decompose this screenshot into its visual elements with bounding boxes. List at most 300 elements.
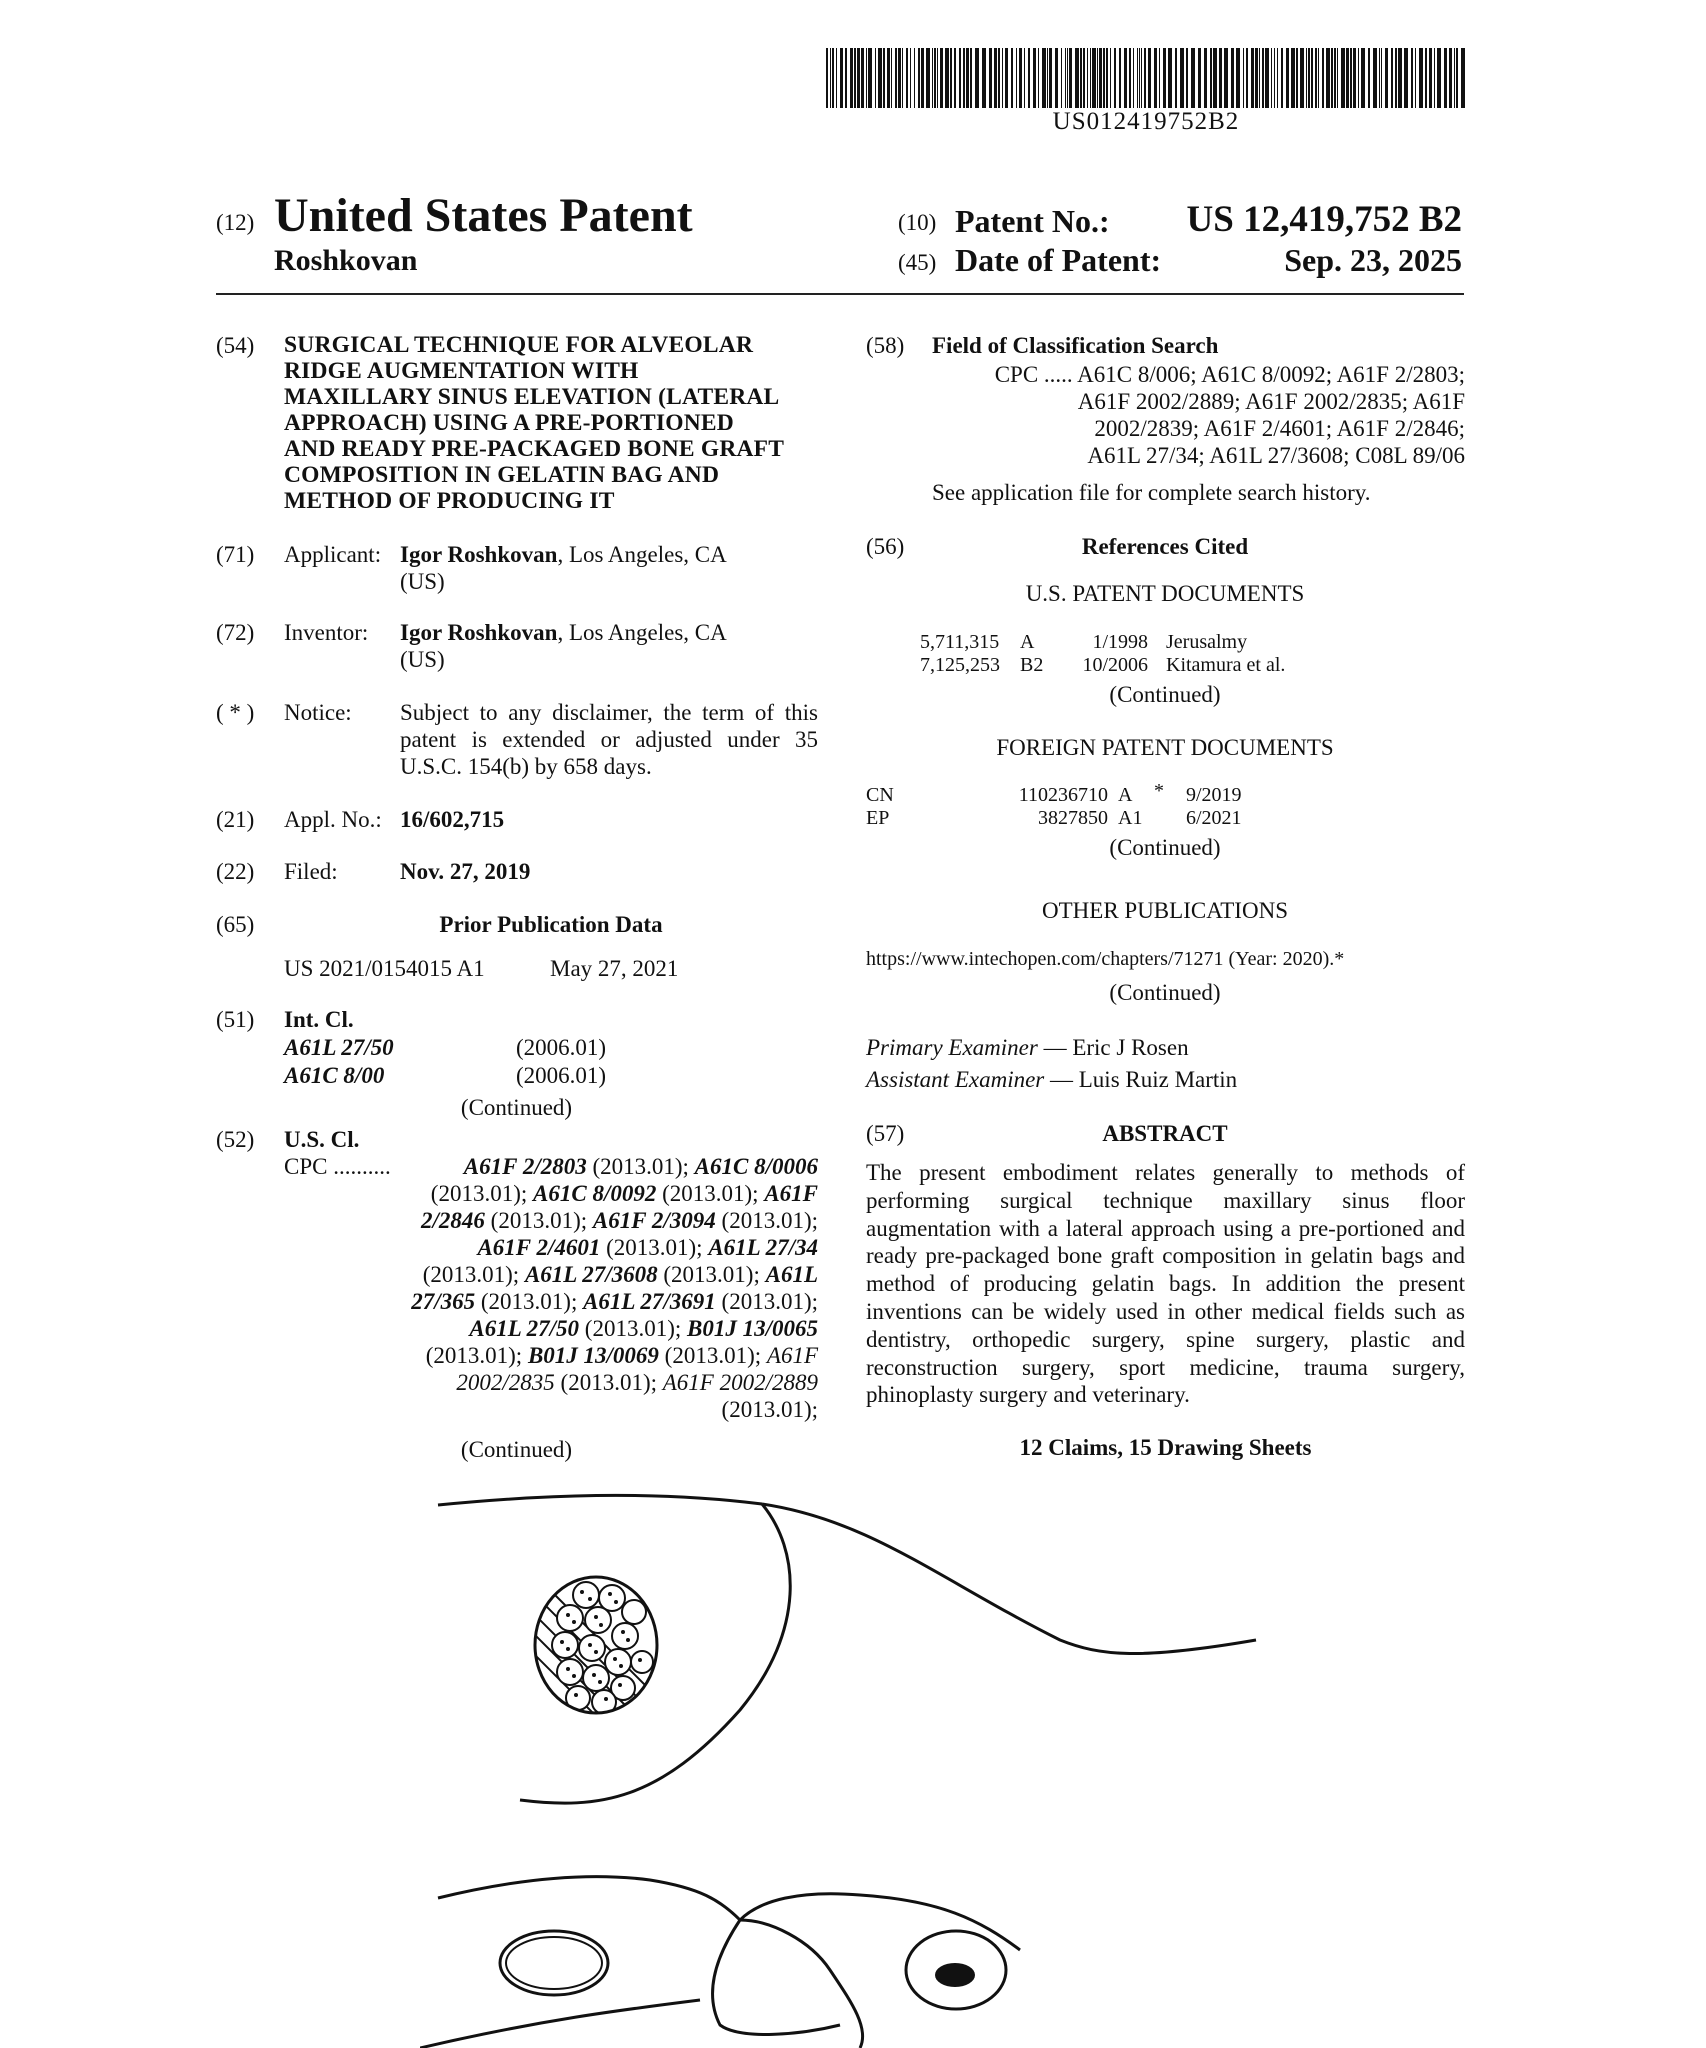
barcode-bar bbox=[1395, 48, 1397, 108]
barcode-bar bbox=[1148, 48, 1151, 108]
foreign-doc-number: 3827850 bbox=[1038, 807, 1108, 829]
cpc-version: (2013.01); bbox=[657, 1262, 766, 1287]
us-doc-kind: A bbox=[1020, 631, 1035, 653]
barcode-bar bbox=[857, 48, 860, 108]
field-cpc-line: A61F 2002/2889; A61F 2002/2835; A61F bbox=[1077, 389, 1465, 414]
foreign-doc-date: 9/2019 bbox=[1186, 784, 1242, 806]
us-cl-code: (52) bbox=[216, 1127, 255, 1152]
title-line: MAXILLARY SINUS ELEVATION (LATERAL bbox=[284, 384, 780, 410]
us-doc-date: 1/1998 bbox=[1092, 631, 1148, 653]
barcode-bar bbox=[891, 48, 892, 108]
title-code: (54) bbox=[216, 333, 255, 358]
inventor-location: , Los Angeles, CA bbox=[557, 620, 727, 645]
barcode-bar bbox=[902, 48, 903, 108]
cpc-version: (2013.01); bbox=[484, 1208, 593, 1233]
barcode-bar bbox=[845, 48, 847, 108]
cpc-class: A61F 2002/2889 bbox=[662, 1370, 818, 1395]
filed-date: Nov. 27, 2019 bbox=[400, 859, 531, 884]
barcode-bar bbox=[830, 48, 831, 108]
barcode-bar bbox=[895, 48, 897, 108]
barcode-bar bbox=[932, 48, 933, 108]
barcode-bar bbox=[1033, 48, 1036, 108]
barcode-bar bbox=[1099, 48, 1102, 108]
other-publications-heading: OTHER PUBLICATIONS bbox=[1042, 898, 1288, 923]
us-cl-classes bbox=[360, 1153, 818, 1423]
field-heading: Field of Classification Search bbox=[932, 333, 1219, 358]
cpc-class: A61F bbox=[766, 1343, 818, 1368]
cpc-class: B01J 13/0069 bbox=[527, 1343, 659, 1368]
barcode-number: US012419752B2 bbox=[1052, 108, 1240, 135]
barcode-bar bbox=[1326, 48, 1330, 108]
us-cl-line bbox=[360, 1315, 818, 1342]
foreign-doc-country: CN bbox=[866, 784, 894, 806]
field-code: (58) bbox=[866, 333, 905, 358]
barcode-bar bbox=[1449, 48, 1452, 108]
cpc-class: 2002/2835 bbox=[456, 1370, 555, 1395]
barcode-bar bbox=[1246, 48, 1248, 108]
us-doc-name: Kitamura et al. bbox=[1166, 654, 1286, 676]
barcode-bar bbox=[836, 48, 837, 108]
barcode-bar bbox=[1219, 48, 1222, 108]
title-line: METHOD OF PRODUCING IT bbox=[284, 488, 615, 514]
field-cpc-line: A61L 27/34; A61L 27/3608; C08L 89/06 bbox=[1087, 443, 1465, 468]
cpc-class: 2/2846 bbox=[421, 1208, 485, 1233]
applicant-name: Igor Roshkovan bbox=[400, 542, 558, 567]
barcode-bar bbox=[861, 48, 864, 108]
barcode-bar bbox=[1318, 48, 1319, 108]
foreign-docs-continued: (Continued) bbox=[1109, 835, 1221, 860]
int-cl-class: A61C 8/00 bbox=[284, 1063, 385, 1088]
barcode-bar bbox=[832, 48, 834, 108]
barcode-bar bbox=[1296, 48, 1298, 108]
barcode-bar bbox=[1255, 48, 1258, 108]
inventor-country: (US) bbox=[400, 647, 445, 672]
barcode-bar bbox=[1286, 48, 1289, 108]
us-cl-line bbox=[360, 1180, 818, 1207]
barcode-bar bbox=[898, 48, 901, 108]
barcode-bar bbox=[1361, 48, 1365, 108]
field-note: See application file for complete search history. bbox=[932, 480, 1371, 505]
barcode-bar bbox=[1038, 48, 1039, 108]
barcode-bar bbox=[1092, 48, 1096, 108]
us-doc-kind: B2 bbox=[1020, 654, 1044, 676]
barcode-bar bbox=[1180, 48, 1184, 108]
prior-pub-code: (65) bbox=[216, 912, 255, 937]
us-doc-number: 5,711,315 bbox=[920, 631, 1000, 653]
primary-examiner bbox=[866, 1034, 1189, 1061]
barcode-bar bbox=[1411, 48, 1413, 108]
barcode-bar bbox=[1358, 48, 1359, 108]
us-doc-date: 10/2006 bbox=[1082, 654, 1148, 676]
us-cl-line bbox=[360, 1234, 818, 1261]
barcode-bar bbox=[1103, 48, 1105, 108]
int-cl-version: (2006.01) bbox=[516, 1035, 607, 1060]
inventor-name: Igor Roshkovan bbox=[400, 620, 558, 645]
barcode-bar bbox=[994, 48, 997, 108]
us-cl-line bbox=[360, 1207, 818, 1234]
title-line: COMPOSITION IN GELATIN BAG AND bbox=[284, 462, 720, 488]
barcode-bar bbox=[989, 48, 992, 108]
date-of-patent-label: Date of Patent: bbox=[955, 242, 1162, 278]
assistant-examiner-name: — Luis Ruiz Martin bbox=[1050, 1067, 1238, 1092]
code-10: (10) bbox=[898, 210, 937, 235]
barcode-bar bbox=[963, 48, 965, 108]
barcode-bar bbox=[1090, 48, 1091, 108]
filed-code: (22) bbox=[216, 859, 255, 884]
cpc-class: A61F 2/4601 bbox=[477, 1235, 601, 1260]
field-cpc-line: 2002/2839; A61F 2/4601; A61F 2/2846; bbox=[1094, 416, 1465, 441]
barcode-bar bbox=[1061, 48, 1062, 108]
barcode-bar bbox=[1425, 48, 1427, 108]
primary-examiner-name: — Eric J Rosen bbox=[1043, 1035, 1189, 1060]
right-oval-pupil bbox=[935, 1963, 975, 1987]
field-cpc bbox=[920, 361, 1465, 469]
sinus-outline-top bbox=[438, 1495, 762, 1505]
barcode-bar bbox=[1067, 48, 1068, 108]
other-publication: https://www.intechopen.com/chapters/71271 (Year: 2020).* bbox=[866, 948, 1345, 970]
barcode-bar bbox=[1277, 48, 1278, 108]
barcode-bar bbox=[1434, 48, 1435, 108]
cpc-class: A61C 8/0092 bbox=[533, 1181, 657, 1206]
barcode-bar bbox=[1163, 48, 1166, 108]
notice-line: patent is extended or adjusted under 35 bbox=[400, 727, 818, 752]
int-cl-label: Int. Cl. bbox=[284, 1007, 354, 1032]
barcode-bar bbox=[998, 48, 1000, 108]
barcode-bar bbox=[1419, 48, 1423, 108]
barcode-bar bbox=[918, 48, 920, 108]
cpc-version: (2013.01); bbox=[422, 1262, 525, 1287]
foreign-doc-star: * bbox=[1154, 780, 1164, 802]
filed-label: Filed: bbox=[284, 859, 338, 884]
barcode-bar bbox=[826, 48, 828, 108]
barcode-bar bbox=[1224, 48, 1228, 108]
barcode-bar bbox=[970, 48, 972, 108]
notice-label: Notice: bbox=[284, 700, 352, 725]
prior-pub-heading: Prior Publication Data bbox=[439, 912, 663, 937]
cpc-class: A61F 2/2803 bbox=[463, 1154, 587, 1179]
us-doc-number: 7,125,253 bbox=[920, 654, 1000, 676]
barcode-bar bbox=[1110, 48, 1111, 108]
barcode bbox=[826, 48, 1466, 108]
barcode-bar bbox=[1398, 48, 1402, 108]
nasal-outline bbox=[713, 1920, 840, 2034]
barcode-bar bbox=[1159, 48, 1160, 108]
barcode-bar bbox=[1002, 48, 1003, 108]
barcode-bar bbox=[1097, 48, 1098, 108]
foreign-doc-kind: A1 bbox=[1118, 807, 1143, 829]
cpc-class: A61F bbox=[764, 1181, 818, 1206]
cpc-version: (2013.01); bbox=[554, 1370, 663, 1395]
abstract-code: (57) bbox=[866, 1121, 905, 1146]
date-of-patent: Sep. 23, 2025 bbox=[1284, 242, 1462, 278]
cpc-version: (2013.01); bbox=[586, 1154, 695, 1179]
barcode-bar bbox=[1236, 48, 1240, 108]
refs-heading: References Cited bbox=[1081, 534, 1249, 559]
barcode-bar bbox=[959, 48, 961, 108]
barcode-bar bbox=[1024, 48, 1025, 108]
barcode-bar bbox=[1016, 48, 1017, 108]
barcode-bar bbox=[1291, 48, 1295, 108]
appl-number: 16/602,715 bbox=[400, 807, 505, 832]
barcode-bar bbox=[1210, 48, 1212, 108]
prior-pub-number: US 2021/0154015 A1 bbox=[284, 956, 485, 981]
barcode-bar bbox=[1119, 48, 1121, 108]
barcode-bar bbox=[850, 48, 853, 108]
sinus-membrane bbox=[762, 1504, 1256, 1654]
barcode-bar bbox=[975, 48, 979, 108]
barcode-bar bbox=[868, 48, 872, 108]
cpc-class: 27/365 bbox=[411, 1289, 476, 1314]
applicant-code: (71) bbox=[216, 542, 255, 567]
barcode-bar bbox=[1231, 48, 1234, 108]
title-line: RIDGE AUGMENTATION WITH bbox=[284, 358, 639, 384]
barcode-bar bbox=[1262, 48, 1264, 108]
header-rule bbox=[216, 293, 1464, 295]
barcode-bar bbox=[1322, 48, 1324, 108]
applicant-label: Applicant: bbox=[284, 542, 382, 567]
patent-number: US 12,419,752 B2 bbox=[1186, 199, 1462, 240]
barcode-bar bbox=[1308, 48, 1310, 108]
us-cl-line bbox=[360, 1369, 818, 1396]
barcode-bar bbox=[1055, 48, 1058, 108]
barcode-bar bbox=[1346, 48, 1349, 108]
barcode-bar bbox=[1080, 48, 1082, 108]
lower-outline bbox=[420, 2000, 700, 2048]
cpc-version: (2013.01); bbox=[430, 1181, 534, 1206]
cpc-class: A61C 8/0006 bbox=[694, 1154, 818, 1179]
barcode-bar bbox=[1415, 48, 1416, 108]
barcode-bar bbox=[910, 48, 911, 108]
barcode-bar bbox=[1461, 48, 1465, 108]
barcode-bar bbox=[921, 48, 924, 108]
barcode-bar bbox=[883, 48, 885, 108]
barcode-bar bbox=[1065, 48, 1066, 108]
us-cl-continued: (Continued) bbox=[460, 1437, 573, 1462]
foreign-doc-date: 6/2021 bbox=[1186, 807, 1242, 829]
barcode-bar bbox=[1373, 48, 1377, 108]
barcode-bar bbox=[840, 48, 843, 108]
inventor-label: Inventor: bbox=[284, 620, 369, 645]
barcode-bar bbox=[1353, 48, 1356, 108]
barcode-bar bbox=[906, 48, 908, 108]
barcode-bar bbox=[1300, 48, 1304, 108]
cpc-class: A61L 27/34 bbox=[708, 1235, 818, 1260]
barcode-bar bbox=[1186, 48, 1188, 108]
us-doc-name: Jerusalmy bbox=[1166, 631, 1248, 653]
inventor-value bbox=[400, 619, 727, 646]
barcode-bar bbox=[1213, 48, 1217, 108]
barcode-bar bbox=[1379, 48, 1380, 108]
barcode-bar bbox=[1047, 48, 1048, 108]
claims-sheets: 12 Claims, 15 Drawing Sheets bbox=[1019, 1435, 1312, 1460]
barcode-bar bbox=[1133, 48, 1134, 108]
barcode-bar bbox=[1087, 48, 1088, 108]
barcode-bar bbox=[878, 48, 882, 108]
barcode-bar bbox=[1454, 48, 1455, 108]
title-line: APPROACH) USING A PRE-PORTIONED bbox=[284, 410, 734, 436]
barcode-bar bbox=[966, 48, 969, 108]
us-cl-label: U.S. Cl. bbox=[284, 1127, 360, 1152]
barcode-bar bbox=[1315, 48, 1317, 108]
notice-line: U.S.C. 154(b) by 658 days. bbox=[400, 754, 652, 779]
barcode-bar bbox=[1005, 48, 1008, 108]
us-cl-line bbox=[360, 1288, 818, 1315]
cpc-version: (2013.01); bbox=[715, 1208, 818, 1233]
foreign-doc-country: EP bbox=[866, 807, 890, 829]
other-pub-continued: (Continued) bbox=[1109, 980, 1221, 1005]
barcode-bar bbox=[1243, 48, 1244, 108]
int-cl-class: A61L 27/50 bbox=[284, 1035, 394, 1060]
barcode-bar bbox=[1168, 48, 1172, 108]
barcode-bar bbox=[1139, 48, 1140, 108]
barcode-bar bbox=[1429, 48, 1432, 108]
barcode-bar bbox=[1083, 48, 1085, 108]
barcode-bar bbox=[1137, 48, 1138, 108]
barcode-bar bbox=[914, 48, 915, 108]
barcode-bar bbox=[950, 48, 952, 108]
us-docs-continued: (Continued) bbox=[1109, 682, 1221, 707]
applicant-value bbox=[400, 541, 727, 568]
barcode-bar bbox=[1124, 48, 1127, 108]
barcode-bar bbox=[1265, 48, 1269, 108]
cpc-version: (2013.01); bbox=[721, 1397, 818, 1422]
cpc-version: (2013.01); bbox=[715, 1289, 818, 1314]
cpc-version: (2013.01); bbox=[656, 1181, 765, 1206]
patent-title bbox=[284, 332, 844, 514]
notice-code: ( * ) bbox=[216, 700, 255, 725]
barcode-bar bbox=[1404, 48, 1408, 108]
barcode-bar bbox=[1251, 48, 1254, 108]
cpc-version: (2013.01); bbox=[579, 1316, 688, 1341]
refs-code: (56) bbox=[866, 534, 905, 559]
cpc-version: (2013.01); bbox=[658, 1343, 767, 1368]
barcode-bar bbox=[1331, 48, 1333, 108]
barcode-bar bbox=[866, 48, 867, 108]
barcode-bar bbox=[1011, 48, 1013, 108]
abstract-text: The present embodiment relates generally to methods of performing surgical technique maxillary sinus floor augmentation with a lateral approach using a pre-portioned and ready pre-packaged bone graft composition in gelatin bags and method of producing gelatin bags. In addition the present inventions can be widely used in other medical fields such as dentistry, orthopedic surgery, spine surgery, plastic and reconstruction surgery, sport medicine, trauma surgery, phinoplasty surgery and veterinary. bbox=[866, 1160, 1465, 1408]
barcode-bar bbox=[934, 48, 936, 108]
barcode-bar bbox=[1391, 48, 1393, 108]
barcode-bar bbox=[1271, 48, 1272, 108]
assistant-examiner bbox=[866, 1066, 1237, 1093]
cpc-version: (2013.01); bbox=[475, 1289, 584, 1314]
barcode-bar bbox=[1350, 48, 1352, 108]
notice-line: Subject to any disclaimer, the term of this bbox=[400, 700, 818, 725]
barcode-bar bbox=[1281, 48, 1283, 108]
representative-drawing bbox=[420, 1480, 1300, 2048]
barcode-bar bbox=[1028, 48, 1030, 108]
int-cl-continued: (Continued) bbox=[460, 1095, 573, 1120]
us-cl-line bbox=[360, 1342, 818, 1369]
notice-text bbox=[400, 699, 818, 780]
appl-label: Appl. No.: bbox=[284, 807, 382, 832]
bone-graft-bag bbox=[520, 1580, 653, 1740]
barcode-bar bbox=[1334, 48, 1336, 108]
barcode-bar bbox=[1175, 48, 1177, 108]
applicant-country: (US) bbox=[400, 569, 445, 594]
barcode-bar bbox=[1341, 48, 1345, 108]
assistant-examiner-label: Assistant Examiner bbox=[866, 1067, 1045, 1092]
inventor-surname: Roshkovan bbox=[274, 244, 418, 277]
cpc-version: (2013.01); bbox=[425, 1343, 528, 1368]
cpc-version: (2013.01); bbox=[600, 1235, 709, 1260]
barcode-bar bbox=[954, 48, 956, 108]
cpc-class: A61L 27/50 bbox=[469, 1316, 580, 1341]
barcode-bar bbox=[1129, 48, 1131, 108]
field-cpc-line: CPC ..... A61C 8/006; A61C 8/0092; A61F 2/2803; bbox=[994, 362, 1465, 387]
barcode-bar bbox=[1274, 48, 1275, 108]
code-12: (12) bbox=[216, 210, 255, 235]
us-cl-line bbox=[360, 1153, 818, 1180]
appl-code: (21) bbox=[216, 807, 255, 832]
cpc-class: A61L 27/3691 bbox=[583, 1289, 716, 1314]
cpc-class: A61L 27/3608 bbox=[524, 1262, 658, 1287]
barcode-bar bbox=[854, 48, 856, 108]
cpc-class: A61L bbox=[765, 1262, 818, 1287]
barcode-bar bbox=[1337, 48, 1338, 108]
barcode-bar bbox=[1154, 48, 1157, 108]
barcode-bar bbox=[1198, 48, 1201, 108]
barcode-bar bbox=[1191, 48, 1195, 108]
us-patent-docs-heading: U.S. PATENT DOCUMENTS bbox=[1025, 581, 1305, 606]
barcode-bar bbox=[1049, 48, 1052, 108]
us-cl-line bbox=[360, 1261, 818, 1288]
title-line: SURGICAL TECHNIQUE FOR ALVEOLAR bbox=[284, 332, 754, 358]
barcode-bar bbox=[1306, 48, 1307, 108]
us-cl-cpc-prefix: CPC .......... bbox=[284, 1154, 391, 1179]
patent-number-label: Patent No.: bbox=[955, 203, 1110, 239]
foreign-doc-number: 110236710 bbox=[1018, 784, 1108, 806]
barcode-bar bbox=[1069, 48, 1072, 108]
cpc-class: A61F 2/3094 bbox=[592, 1208, 716, 1233]
barcode-bar bbox=[937, 48, 938, 108]
title-line: AND READY PRE-PACKAGED BONE GRAFT bbox=[284, 436, 785, 462]
abstract-heading: ABSTRACT bbox=[1102, 1121, 1228, 1146]
barcode-bar bbox=[1075, 48, 1079, 108]
barcode-bar bbox=[887, 48, 890, 108]
barcode-bar bbox=[1311, 48, 1313, 108]
applicant-location: , Los Angeles, CA bbox=[557, 542, 727, 567]
foreign-patent-docs-heading: FOREIGN PATENT DOCUMENTS bbox=[996, 735, 1334, 760]
code-45: (45) bbox=[898, 250, 937, 275]
int-cl-code: (51) bbox=[216, 1007, 255, 1032]
barcode-bar bbox=[926, 48, 930, 108]
primary-examiner-label: Primary Examiner bbox=[866, 1035, 1038, 1060]
barcode-bar bbox=[1144, 48, 1146, 108]
prior-pub-date: May 27, 2021 bbox=[550, 956, 679, 981]
barcode-bar bbox=[1141, 48, 1142, 108]
barcode-bar bbox=[1259, 48, 1260, 108]
foreign-doc-kind: A bbox=[1118, 784, 1133, 806]
barcode-bar bbox=[1204, 48, 1207, 108]
barcode-bar bbox=[940, 48, 943, 108]
barcode-bar bbox=[1368, 48, 1370, 108]
us-cl-line bbox=[360, 1396, 818, 1423]
barcode-bar bbox=[945, 48, 949, 108]
barcode-bar bbox=[982, 48, 986, 108]
int-cl-version: (2006.01) bbox=[516, 1063, 607, 1088]
barcode-bar bbox=[1114, 48, 1116, 108]
barcode-bar bbox=[1381, 48, 1382, 108]
cpc-class: B01J 13/0065 bbox=[687, 1316, 818, 1341]
barcode-bar bbox=[875, 48, 876, 108]
barcode-bar bbox=[1042, 48, 1046, 108]
left-oval bbox=[500, 1931, 608, 1995]
barcode-bar bbox=[1444, 48, 1447, 108]
document-type: United States Patent bbox=[274, 189, 693, 242]
nasal-inner bbox=[740, 1920, 863, 2048]
barcode-bar bbox=[1106, 48, 1108, 108]
